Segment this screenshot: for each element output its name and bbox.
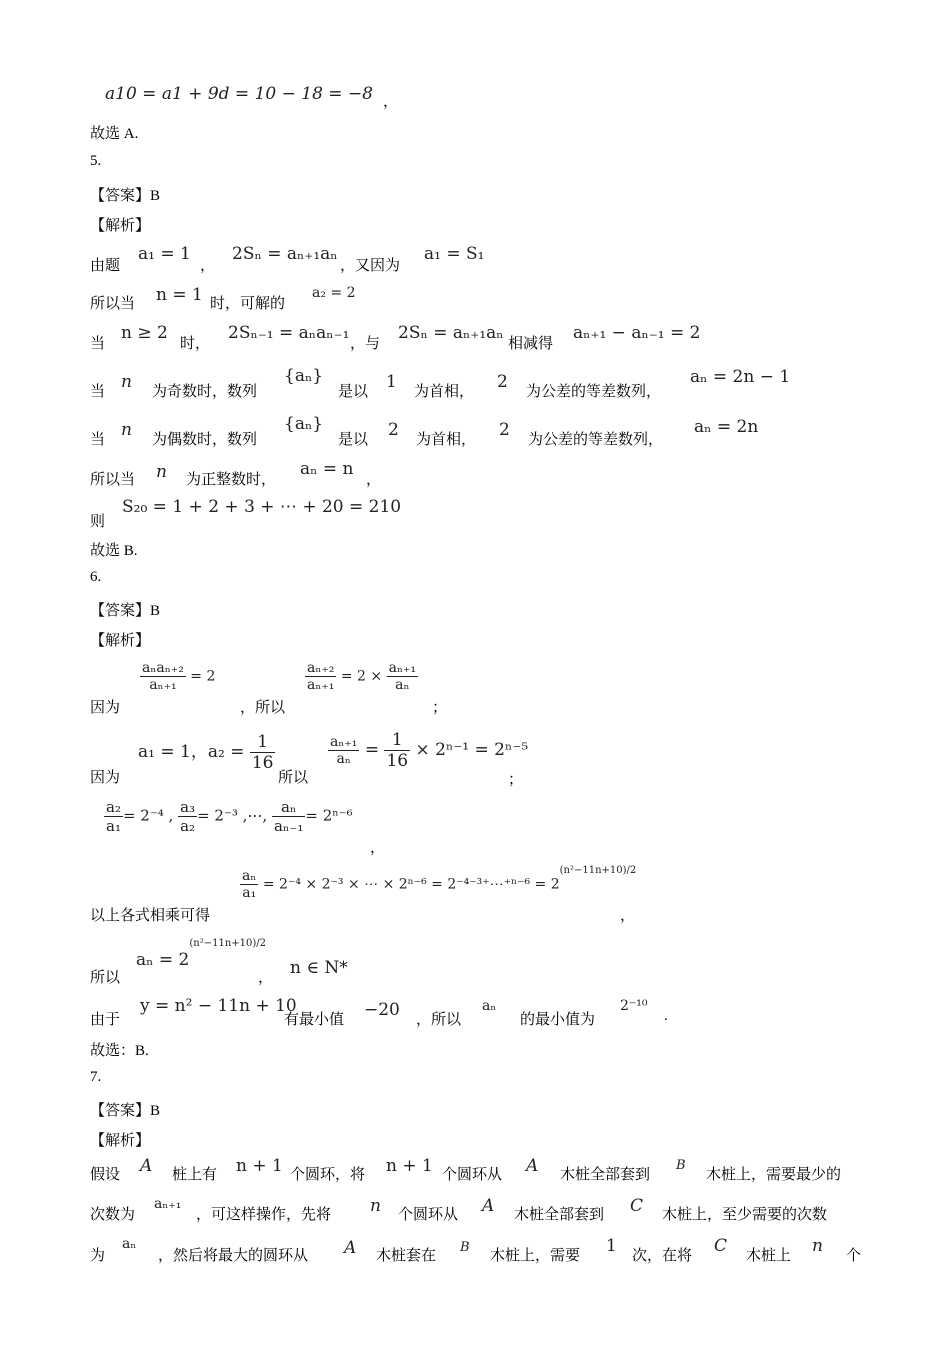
text: 个圆环从 (442, 1167, 503, 1183)
text: . (664, 1008, 668, 1024)
text-line: 所以当 (90, 296, 136, 312)
math-2sn2: 2Sₙ = aₙ₊₁aₙ (398, 323, 504, 343)
math-two: 2 (499, 420, 510, 440)
text: 为公差的等差数列， (526, 384, 662, 400)
text: ，又因为 (340, 258, 401, 274)
analysis-label: 【解析】 (90, 218, 151, 234)
text: 为偶数时，数列 (152, 432, 258, 448)
text: 相减得 (508, 336, 554, 352)
text: ， (620, 908, 636, 924)
text: ； (432, 700, 448, 716)
math-n-in-N: n ∈ N* (290, 958, 348, 978)
text: ，可这样操作，先将 (196, 1207, 332, 1223)
math-one: 1 (606, 1236, 617, 1256)
text: 个 (846, 1248, 862, 1264)
text: 个圆环从 (398, 1207, 459, 1223)
math-C: C (630, 1196, 644, 1216)
answer-label: 【答案】B (90, 188, 161, 204)
formula-a10: a10 = a1 + 9d = 10 − 18 = −8 (105, 84, 373, 104)
text: ， (200, 258, 216, 274)
text-line: 以上各式相乘可得 (90, 908, 211, 924)
math-two: 2 (388, 420, 399, 440)
text-line: 因为 (90, 770, 121, 786)
math-an: aₙ (482, 998, 497, 1014)
text: 所以 (278, 770, 309, 786)
math-an-even: aₙ = 2n (694, 417, 759, 437)
text-line: 故选 A. (90, 126, 139, 142)
text: ； (508, 772, 524, 788)
math-seq: {aₙ} (284, 414, 324, 434)
text: 个圆环，将 (290, 1167, 366, 1183)
math-y: y = n² − 11n + 10 (140, 996, 297, 1016)
question-number: 7. (90, 1069, 102, 1085)
math-B: B (460, 1240, 470, 1255)
math-C: C (714, 1236, 728, 1256)
text: 木桩上，需要 (490, 1248, 581, 1264)
math-A: A (482, 1196, 495, 1216)
text-line: 则 (90, 514, 106, 530)
math-n1: n = 1 (156, 285, 203, 305)
math-2sn: 2Sₙ = aₙ₊₁aₙ (232, 244, 338, 264)
math-a1a2: a₁ = 1，a₂ = $\frac{1}{16}$ (138, 732, 274, 773)
text-line: 所以当 (90, 472, 136, 488)
math-two: 2 (497, 372, 508, 392)
math-A: A (140, 1156, 153, 1176)
math-nge2: n ≥ 2 (121, 323, 168, 343)
text: ，与 (350, 336, 381, 352)
math-an: aₙ (122, 1236, 137, 1252)
math-n: n (121, 420, 132, 440)
math-n: n (156, 462, 167, 482)
analysis-label: 【解析】 (90, 633, 151, 649)
math-product: $\frac{\text{aₙ}}{\text{a₁}}$ = 2⁻⁴ × 2⁻³ × ⋯ × 2ⁿ⁻⁶ = 2⁻⁴⁻³⁺⋯⁺ⁿ⁻⁶ = $2^{(n^2-11n+10)/2}$ (242, 864, 637, 901)
text: 木桩上，需要最少的 (706, 1167, 842, 1183)
math-one: 1 (386, 372, 397, 392)
text-line: 当 (90, 336, 106, 352)
math-n: n (812, 1236, 823, 1256)
math-frac-2: $\frac{\text{aₙ₊₂}}{\text{aₙ₊₁}}$ = 2 × $\frac{\text{aₙ₊₁}}{\text{aₙ}}$ (307, 660, 416, 693)
math-n: n (121, 372, 132, 392)
text: 的最小值为 (520, 1012, 596, 1028)
text-line: 次数为 (90, 1207, 136, 1223)
math-a1: a₁ = 1 (138, 244, 191, 264)
text: 是以 (338, 432, 369, 448)
text-line: 故选 B. (90, 543, 138, 559)
math-an-n: aₙ = n (300, 459, 354, 479)
math-2m10: 2⁻¹⁰ (620, 998, 648, 1014)
math-an-formula: $a_n = 2^{(n^2-11n+10)/2}$ (136, 938, 266, 970)
math-an-odd: aₙ = 2n − 1 (690, 367, 791, 387)
text-line: 当 (90, 432, 106, 448)
text: ， (370, 840, 386, 856)
math-np1: n + 1 (236, 1156, 283, 1176)
text: 桩上有 (172, 1167, 218, 1183)
math-A: A (344, 1238, 357, 1258)
text: 次，在将 (632, 1248, 693, 1264)
text-line: 当 (90, 384, 106, 400)
text-line: 所以 (90, 970, 121, 986)
text: ，然后将最大的圆环从 (158, 1248, 309, 1264)
math-n: n (370, 1196, 381, 1216)
math-s20: S₂₀ = 1 + 2 + 3 + ⋯ + 20 = 210 (122, 497, 402, 517)
text: 为奇数时，数列 (152, 384, 258, 400)
math-A: A (526, 1156, 539, 1176)
text: 时， (180, 336, 211, 352)
text: 为公差的等差数列， (528, 432, 664, 448)
text: 木桩上 (746, 1248, 792, 1264)
math-a1s1: a₁ = S₁ (424, 244, 485, 264)
text-line: 因为 (90, 700, 121, 716)
answer-label: 【答案】B (90, 603, 161, 619)
analysis-label: 【解析】 (90, 1133, 151, 1149)
text: ，所以 (416, 1012, 462, 1028)
math-a2: a₂ = 2 (312, 285, 356, 301)
math-an1: aₙ₊₁ (154, 1196, 182, 1212)
math-diff: aₙ₊₁ − aₙ₋₁ = 2 (573, 323, 701, 343)
text: ， (258, 970, 274, 986)
text: 为正整数时， (186, 472, 277, 488)
text: 木桩上，至少需要的次数 (662, 1207, 828, 1223)
comma: ， (383, 94, 399, 110)
answer-label: 【答案】B (90, 1103, 161, 1119)
text: ，所以 (240, 700, 286, 716)
text: 为首相， (414, 384, 475, 400)
text: ， (366, 472, 382, 488)
math-minus20: −20 (364, 1000, 400, 1020)
question-number: 6. (90, 569, 102, 585)
math-2snm1: 2Sₙ₋₁ = aₙaₙ₋₁ (228, 323, 350, 343)
text: 时，可解的 (210, 296, 286, 312)
text-line: 假设 (90, 1167, 121, 1183)
question-number: 5. (90, 153, 102, 169)
math-ratio: $\frac{\text{aₙ₊₁}}{\text{aₙ}}$ = $\frac{1}{16}$ × 2ⁿ⁻¹ = 2ⁿ⁻⁵ (330, 730, 529, 771)
math-frac-1: $\frac{\text{aₙaₙ₊₂}}{\text{aₙ₊₁}}$ = 2 (142, 660, 216, 693)
text: 是以 (338, 384, 369, 400)
text: 有最小值 (284, 1012, 345, 1028)
math-seq: {aₙ} (284, 366, 324, 386)
text: 为首相， (416, 432, 477, 448)
text-line: 由于 (90, 1012, 121, 1028)
math-B: B (676, 1158, 686, 1173)
text-line: 为 (90, 1248, 106, 1264)
text-line: 故选：B. (90, 1043, 149, 1059)
text: 木桩全部套到 (514, 1207, 605, 1223)
text: 木桩全部套到 (560, 1167, 651, 1183)
text-line: 由题 (90, 258, 121, 274)
text: 木桩套在 (376, 1248, 437, 1264)
math-np1: n + 1 (386, 1156, 433, 1176)
math-ratios: $\frac{\text{a₂}}{\text{a₁}}$ = 2⁻⁴ , $\frac{\text{a₃}}{\text{a₂}}$ = 2⁻³ ,⋯, $\frac{\text{aₙ}}{\text{aₙ₋₁}}$ = 2ⁿ⁻⁶ (106, 798, 353, 835)
